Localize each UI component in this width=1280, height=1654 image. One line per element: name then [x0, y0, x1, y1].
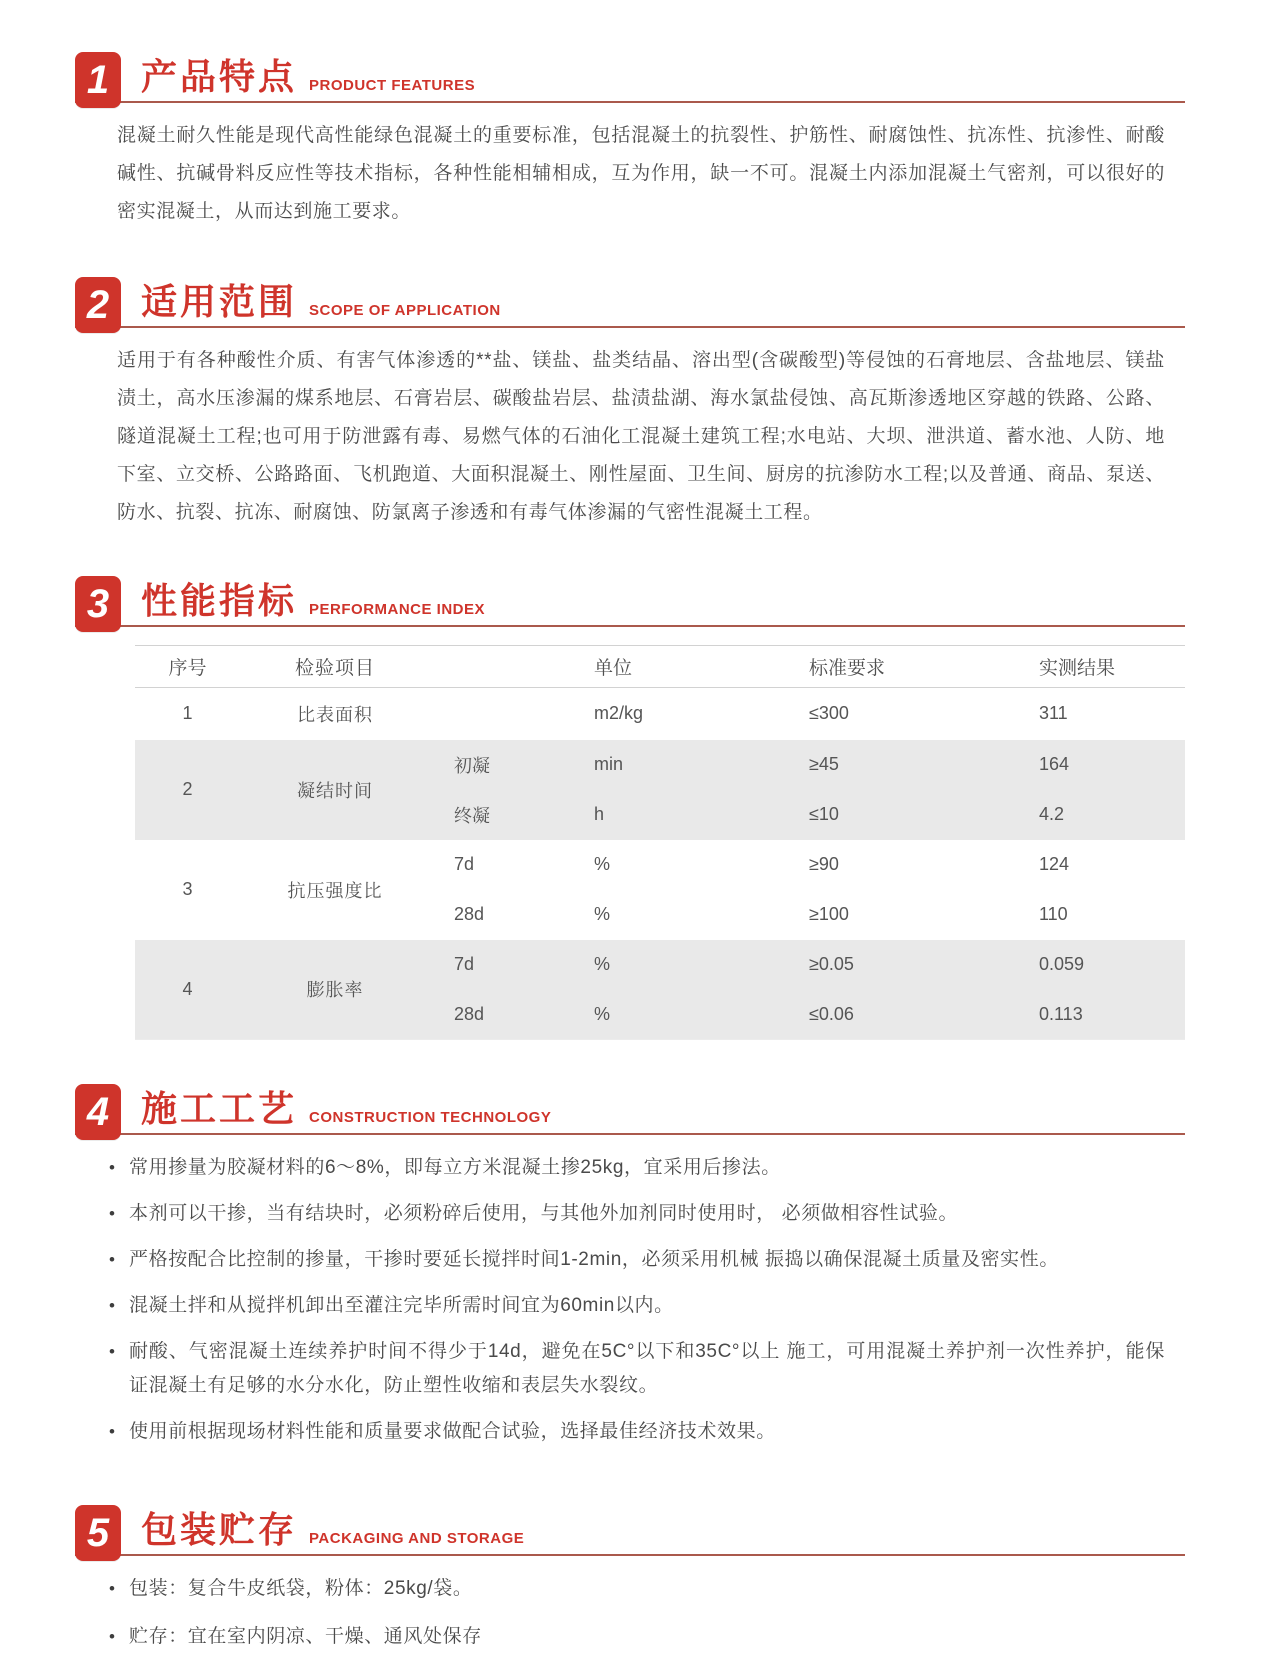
- bullet-dot-icon: •: [109, 1296, 116, 1315]
- section-3-number-badge: 3: [75, 576, 121, 632]
- section-performance-index: [75, 576, 1185, 1040]
- header-cell-item: 检验项目: [240, 646, 430, 688]
- table-header-row: [135, 646, 1185, 688]
- bullet-text: 包装：复合牛皮纸袋，粉体：25kg/袋。: [129, 1578, 473, 1599]
- cell-result: 124: [1039, 854, 1070, 874]
- section-4-number-badge: 4: [75, 1084, 121, 1140]
- cell-result: 311: [1039, 703, 1068, 724]
- cell-unit: m2/kg: [594, 703, 644, 724]
- section-5-title-zh: 包装贮存: [141, 1509, 298, 1550]
- cell-result: 0.113: [1015, 990, 1185, 1040]
- section-3-header: [75, 576, 1185, 627]
- bullet-dot-icon: •: [109, 1579, 116, 1598]
- cell-sub: 终凝: [430, 790, 570, 840]
- cell-req: ≤300: [809, 703, 849, 724]
- section-1-header: [75, 52, 1185, 103]
- section-5-title-en: PACKAGING AND STORAGE: [309, 1530, 525, 1547]
- bullet-text: 使用前根据现场材料性能和质量要求做配合试验，选择最佳经济技术效果。: [129, 1421, 776, 1442]
- cell-sub: 28d: [454, 904, 485, 924]
- header-cell-no: 序号: [135, 646, 240, 688]
- cell-result: 164: [1015, 740, 1185, 790]
- bullet-text: 本剂可以干掺，当有结块时，必须粉碎后使用，与其他外加剂同时使用时， 必须做相容性试验。: [129, 1203, 959, 1224]
- section-2-header: [75, 277, 1185, 328]
- cell-no: 1: [182, 703, 193, 724]
- section-1-title-en: PRODUCT FEATURES: [309, 77, 476, 94]
- cell-sub: 初凝: [430, 740, 570, 790]
- cell-req: ≥90: [809, 854, 839, 874]
- section-1-title-zh: 产品特点: [141, 56, 298, 97]
- cell-result: 110: [1039, 904, 1068, 924]
- cell-sub: [430, 688, 570, 740]
- list-item: [109, 1415, 1165, 1449]
- cell-unit: min: [570, 740, 785, 790]
- table-row: [135, 840, 1185, 890]
- bullet-text: 耐酸、气密混凝土连续养护时间不得少于14d，避免在5C°以下和35C°以上 施工，可用混凝土养护剂一次性养护，能保证混凝土有足够的水分水化，防止塑性收缩和表层失水裂纹。: [129, 1341, 1165, 1396]
- cell-item: 比表面积: [297, 704, 373, 725]
- construction-bullet-list: [109, 1151, 1165, 1449]
- cell-item: 膨胀率: [240, 940, 430, 1040]
- section-1-number-badge: 1: [75, 52, 121, 108]
- section-construction-technology: [75, 1084, 1185, 1449]
- table-row: [135, 688, 1185, 740]
- cell-result: 0.059: [1015, 940, 1185, 990]
- header-cell-unit: 单位: [570, 646, 785, 688]
- cell-result: 4.2: [1015, 790, 1185, 840]
- cell-unit: %: [594, 904, 611, 924]
- table-row: [135, 940, 1185, 990]
- cell-req: ≥45: [785, 740, 1015, 790]
- cell-unit: %: [570, 940, 785, 990]
- cell-sub: 7d: [454, 854, 475, 874]
- cell-sub: 28d: [430, 990, 570, 1040]
- section-4-title-zh: 施工工艺: [141, 1088, 298, 1129]
- bullet-text: 混凝土拌和从搅拌机卸出至灌注完毕所需时间宜为60min以内。: [129, 1295, 674, 1316]
- bullet-dot-icon: •: [109, 1342, 116, 1361]
- performance-table: [135, 645, 1185, 1040]
- section-2-number-badge: 2: [75, 277, 121, 333]
- cell-req: ≥100: [809, 904, 849, 924]
- cell-req: ≥0.05: [785, 940, 1015, 990]
- bullet-dot-icon: •: [109, 1204, 116, 1223]
- bullet-text: 常用掺量为胶凝材料的6～8%，即每立方米混凝土掺25kg，宜采用后掺法。: [129, 1157, 781, 1178]
- header-cell-req: 标准要求: [785, 646, 1015, 688]
- list-item: [109, 1289, 1165, 1323]
- cell-no: 3: [182, 879, 193, 899]
- list-item: [109, 1572, 1165, 1606]
- bullet-text: 贮存：宜在室内阴凉、干燥、通风处保存: [129, 1626, 482, 1647]
- table-row: [135, 740, 1185, 790]
- bullet-text: 严格按配合比控制的掺量，干掺时要延长搅拌时间1-2min，必须采用机械 振捣以确保混凝土质量及密实性。: [129, 1249, 1059, 1270]
- section-2-title-zh: 适用范围: [141, 281, 298, 322]
- section-3-title-zh: 性能指标: [141, 580, 298, 621]
- section-4-title-en: CONSTRUCTION TECHNOLOGY: [309, 1109, 552, 1126]
- section-scope-of-application: [75, 277, 1185, 532]
- section-4-header: [75, 1084, 1185, 1135]
- cell-item: 抗压强度比: [287, 880, 383, 901]
- cell-req: ≤10: [785, 790, 1015, 840]
- packaging-bullet-list: [109, 1572, 1165, 1654]
- list-item: [109, 1151, 1165, 1185]
- scope-of-application-paragraph: 适用于有各种酸性介质、有害气体渗透的**盐、镁盐、盐类结晶、溶出型(含碳酸型)等侵蚀的石膏地层、含盐地层、镁盐渍土，高水压渗漏的煤系地层、石膏岩层、碳酸盐岩层、盐渍盐湖、海水氯盐侵蚀、高瓦斯渗透地区穿越的铁路、公路、隧道混凝土工程;也可用于防泄露有毒、易燃气体的石油化工混凝土建筑工程;水电站、大坝、泄洪道、蓄水池、人防、地下室、立交桥、公路路面、飞机跑道、大面积混凝土、刚性屋面、卫生间、厨房的抗渗防水工程;以及普通、商品、泵送、防水、抗裂、抗冻、耐腐蚀、防氯离子渗透和有毒气体渗漏的气密性混凝土工程。: [117, 350, 1165, 523]
- list-item: [109, 1243, 1165, 1277]
- cell-unit: %: [594, 854, 611, 874]
- cell-no: 4: [135, 940, 240, 1040]
- section-product-features: [75, 52, 1185, 231]
- section-5-number-badge: 5: [75, 1505, 121, 1561]
- cell-unit: %: [570, 990, 785, 1040]
- list-item: [109, 1335, 1165, 1403]
- bullet-dot-icon: •: [109, 1250, 116, 1269]
- list-item: [109, 1620, 1165, 1654]
- product-features-paragraph: 混凝土耐久性能是现代高性能绿色混凝土的重要标准，包括混凝土的抗裂性、护筋性、耐腐蚀性、抗冻性、抗渗性、耐酸碱性、抗碱骨料反应性等技术指标，各种性能相辅相成，互为作用，缺一不可。混凝土内添加混凝土气密剂，可以很好的密实混凝土，从而达到施工要求。: [117, 125, 1165, 222]
- bullet-dot-icon: •: [109, 1422, 116, 1441]
- section-3-title-en: PERFORMANCE INDEX: [309, 601, 486, 618]
- bullet-dot-icon: •: [109, 1627, 116, 1646]
- section-packaging-storage: [75, 1505, 1185, 1654]
- cell-sub: 7d: [430, 940, 570, 990]
- list-item: [109, 1197, 1165, 1231]
- cell-item: 凝结时间: [240, 740, 430, 840]
- cell-unit: h: [570, 790, 785, 840]
- bullet-dot-icon: •: [109, 1158, 116, 1177]
- header-cell-result: 实测结果: [1015, 646, 1185, 688]
- cell-no: 2: [135, 740, 240, 840]
- section-2-title-en: SCOPE OF APPLICATION: [309, 302, 501, 319]
- section-5-header: [75, 1505, 1185, 1556]
- header-cell-sub: [430, 646, 570, 688]
- cell-req: ≤0.06: [785, 990, 1015, 1040]
